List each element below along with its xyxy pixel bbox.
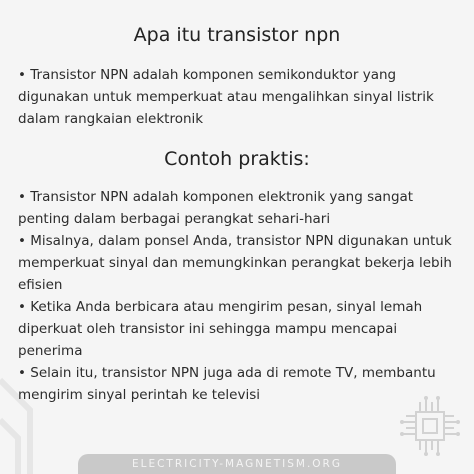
list-item: • Transistor NPN adalah komponen elektronik yang sangat penting dalam berbagai perangkat sehari-hari [18,189,414,227]
bullet-list [18,186,458,406]
list-item: • Selain itu, transistor NPN juga ada di remote TV, membantu mengirim sinyal perintah ke televisi [18,365,436,403]
site-footer: ELECTRICITY-MAGNETISM.ORG [78,454,396,474]
section-subtitle: Contoh praktis: [164,148,310,170]
list-item: • Misalnya, dalam ponsel Anda, transistor NPN digunakan untuk memperkuat sinyal dan memungkinkan perangkat bekerja lebih efisien [18,233,452,293]
list-item: • Ketika Anda berbicara atau mengirim pesan, sinyal lemah diperkuat oleh transistor ini sehingga mampu mencapai penerima [18,299,423,359]
circuit-chip-icon [398,394,462,458]
intro-text: • Transistor NPN adalah komponen semikonduktor yang digunakan untuk memperkuat atau mengalihkan sinyal listrik dalam rangkaian elektronik [18,67,434,127]
page-title: Apa itu transistor npn [133,24,341,46]
